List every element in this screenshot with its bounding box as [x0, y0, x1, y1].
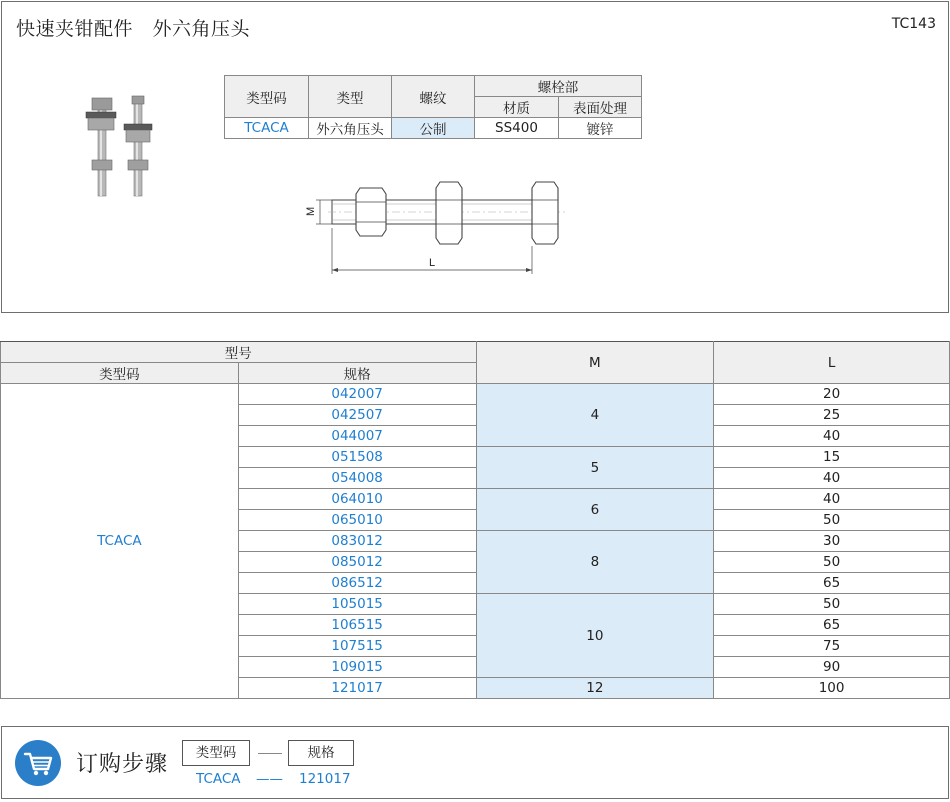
size-spec-link[interactable]: 106515 — [238, 615, 476, 636]
spec-thread-value: 公制 — [392, 118, 475, 139]
dimension-m-label: M — [305, 206, 317, 216]
size-spec-link[interactable]: 042007 — [238, 384, 476, 405]
table-row — [1, 384, 950, 405]
technical-drawing — [298, 172, 578, 282]
size-m-value: 8 — [476, 531, 714, 594]
size-header-m: M — [476, 342, 714, 384]
size-header-type-code: 类型码 — [1, 363, 239, 384]
size-l-value: 25 — [714, 405, 950, 426]
spec-header-material: 材质 — [475, 97, 559, 118]
order-box-spec: 规格 — [288, 740, 354, 766]
size-spec-link[interactable]: 105015 — [238, 594, 476, 615]
size-l-value: 50 — [714, 510, 950, 531]
size-m-value: 4 — [476, 384, 714, 447]
spec-header-bolt-part: 螺栓部 — [475, 76, 642, 97]
order-value-type-code[interactable]: TCACA — [196, 771, 241, 787]
size-spec-link[interactable]: 121017 — [238, 678, 476, 699]
spec-type-value: 外六角压头 — [309, 118, 392, 139]
size-l-value: 30 — [714, 531, 950, 552]
size-spec-link[interactable]: 083012 — [238, 531, 476, 552]
spec-header-surface: 表面处理 — [559, 97, 642, 118]
size-l-value: 50 — [714, 552, 950, 573]
size-l-value: 40 — [714, 426, 950, 447]
size-spec-link[interactable]: 085012 — [238, 552, 476, 573]
dimension-l-label: L — [429, 257, 436, 269]
size-spec-link[interactable]: 042507 — [238, 405, 476, 426]
size-m-value: 6 — [476, 489, 714, 531]
spec-header-type-code: 类型码 — [225, 76, 309, 118]
size-l-value: 40 — [714, 489, 950, 510]
size-l-value: 40 — [714, 468, 950, 489]
order-title: 订购步骤 — [76, 752, 169, 777]
spec-header-type: 类型 — [309, 76, 392, 118]
size-header-l: L — [714, 342, 950, 384]
spec-material-value: SS400 — [475, 118, 559, 139]
size-m-value: 12 — [476, 678, 714, 699]
size-table — [0, 341, 950, 699]
spec-type-code-link[interactable]: TCACA — [225, 118, 309, 139]
size-l-value: 100 — [714, 678, 950, 699]
size-spec-link[interactable]: 044007 — [238, 426, 476, 447]
size-spec-link[interactable]: 109015 — [238, 657, 476, 678]
spec-header-thread: 螺纹 — [392, 76, 475, 118]
size-spec-link[interactable]: 086512 — [238, 573, 476, 594]
size-l-value: 65 — [714, 573, 950, 594]
size-m-value: 10 — [476, 594, 714, 678]
catalog-code: TC143 — [891, 16, 936, 32]
size-spec-link[interactable]: 054008 — [238, 468, 476, 489]
size-header-spec: 规格 — [238, 363, 476, 384]
size-header-model: 型号 — [1, 342, 477, 363]
size-spec-link[interactable]: 051508 — [238, 447, 476, 468]
order-connector-line — [258, 753, 282, 754]
size-spec-link[interactable]: 065010 — [238, 510, 476, 531]
order-box-type-code: 类型码 — [182, 740, 250, 766]
spec-table — [224, 75, 642, 139]
size-spec-link[interactable]: 064010 — [238, 489, 476, 510]
size-m-value: 5 — [476, 447, 714, 489]
order-value-separator: —— — [256, 771, 283, 787]
size-l-value: 65 — [714, 615, 950, 636]
size-type-code-link[interactable]: TCACA — [1, 384, 239, 699]
size-l-value: 50 — [714, 594, 950, 615]
size-spec-link[interactable]: 107515 — [238, 636, 476, 657]
shopping-cart-icon — [15, 740, 61, 786]
order-value-spec[interactable]: 121017 — [299, 771, 351, 787]
page-title: 快速夹钳配件 外六角压头 — [16, 18, 251, 40]
product-info-panel — [1, 1, 949, 313]
spec-surface-value: 镀锌 — [559, 118, 642, 139]
size-l-value: 90 — [714, 657, 950, 678]
order-steps-panel — [1, 726, 949, 799]
size-l-value: 75 — [714, 636, 950, 657]
size-l-value: 15 — [714, 447, 950, 468]
product-photo — [74, 94, 164, 202]
size-l-value: 20 — [714, 384, 950, 405]
